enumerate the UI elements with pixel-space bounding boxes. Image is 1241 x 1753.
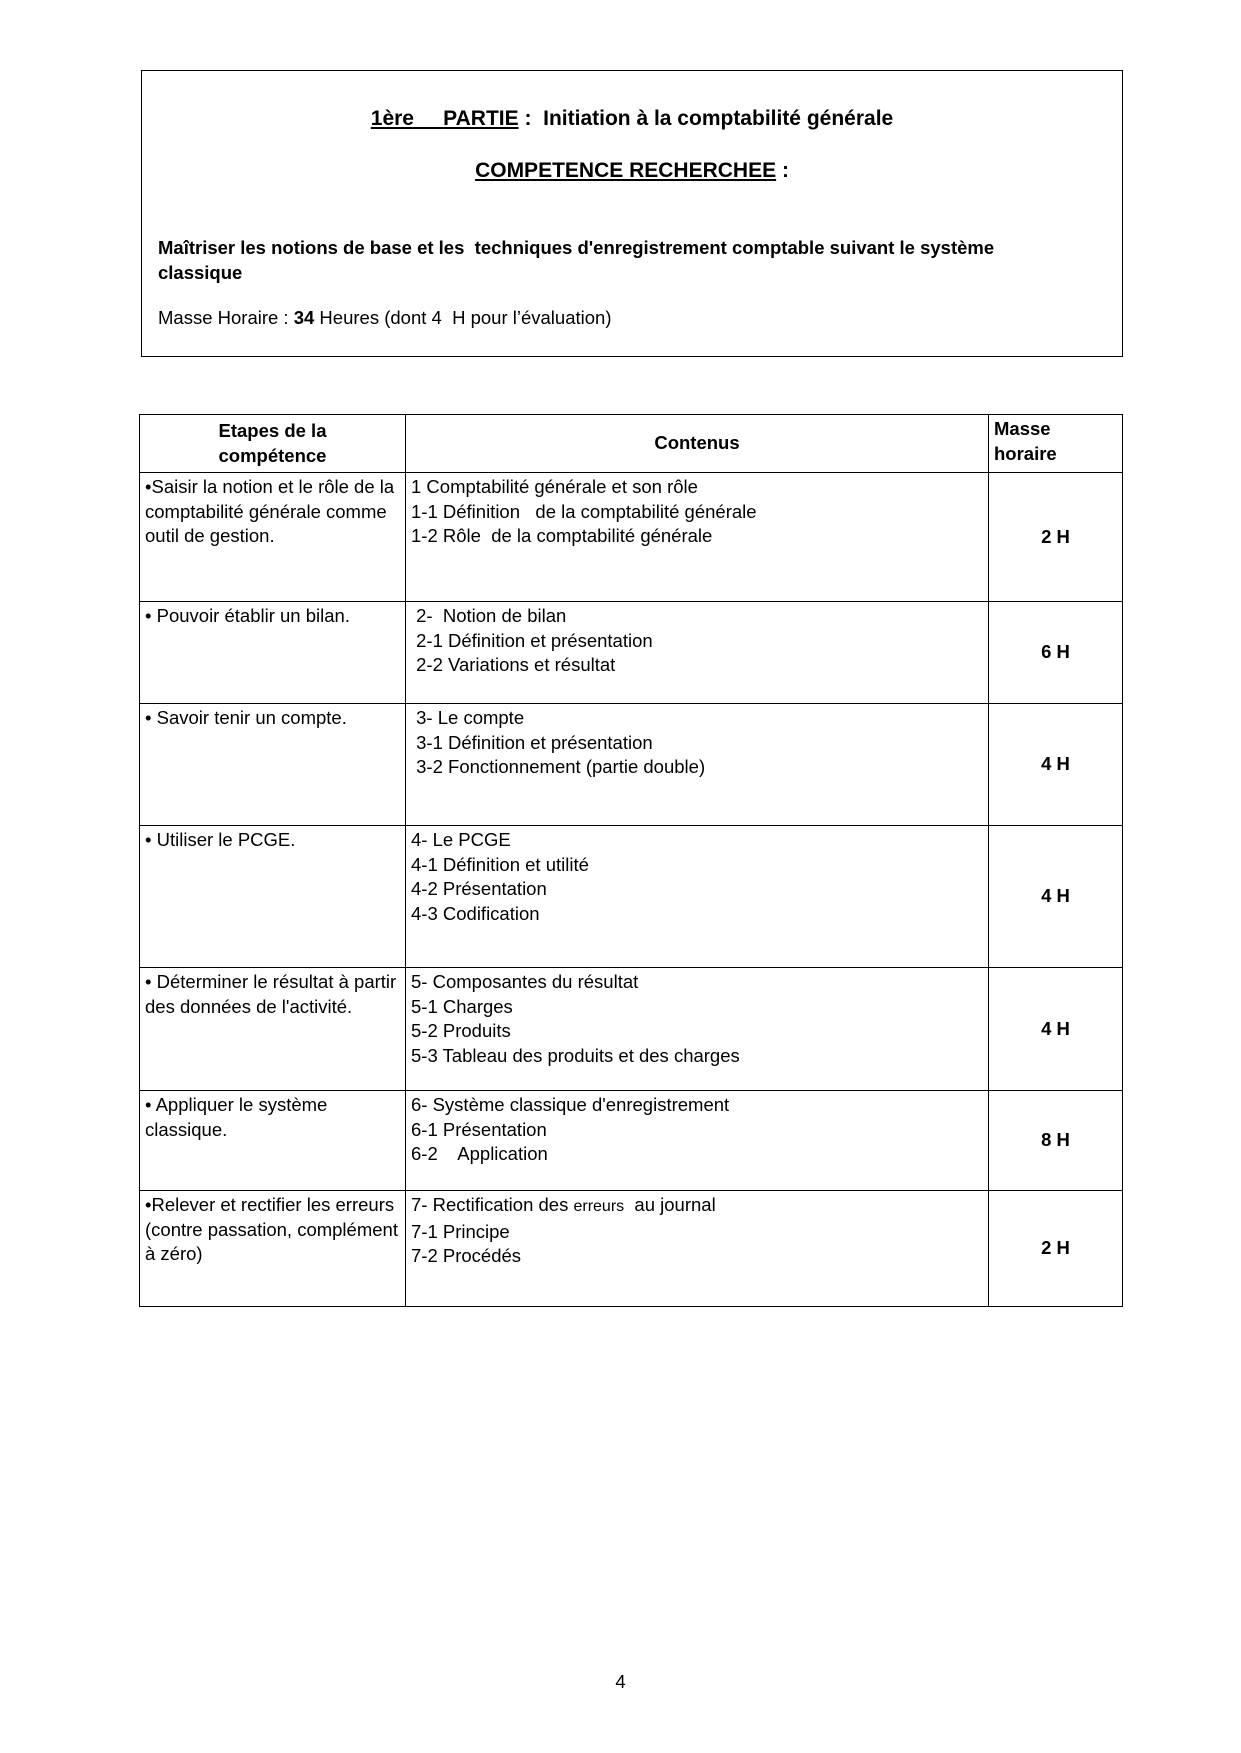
masse-value: 34 xyxy=(293,307,315,328)
masse-cell: 4 H xyxy=(989,826,1123,968)
competence-box xyxy=(141,70,1123,357)
masse-label: Masse Horaire : xyxy=(158,307,294,328)
table-row xyxy=(140,1091,1123,1191)
contenus-cell xyxy=(406,602,989,704)
masse-cell: 4 H xyxy=(989,704,1123,826)
contenu-line: 2- Notion de bilan xyxy=(411,605,567,626)
contenu-fragment: 7- Rectification des xyxy=(411,1194,574,1215)
contenu-line: 6-2 Application xyxy=(411,1143,548,1164)
competence-goal: Maîtriser les notions de base et les techniques d'enregistrement comptable suivant le système classique xyxy=(158,237,1000,283)
table-row xyxy=(140,602,1123,704)
part-title-text: Initiation à la comptabilité générale xyxy=(543,107,894,130)
table-header-row xyxy=(140,415,1123,473)
contenu-line: 4- Le PCGE xyxy=(411,829,511,850)
contenu-line: 3- Le compte xyxy=(411,707,525,728)
contenu-line: 4-3 Codification xyxy=(411,902,540,924)
etape-cell: •Relever et rectifier les erreurs (contre passation, complément à zéro) xyxy=(140,1191,406,1307)
etape-cell: • Appliquer le système classique. xyxy=(140,1091,406,1191)
masse-suffix: Heures (dont 4 H pour l’évaluation) xyxy=(314,307,612,328)
etape-cell: •Saisir la notion et le rôle de la comptabilité générale comme outil de gestion. xyxy=(140,473,406,602)
part-label: PARTIE xyxy=(443,107,519,130)
contenus-cell xyxy=(406,826,989,968)
contenus-cell xyxy=(406,1191,989,1307)
contenu-line: 1 Comptabilité générale et son rôle xyxy=(411,476,698,497)
contenu-line: 5- Composantes du résultat xyxy=(411,971,639,992)
contenus-cell xyxy=(406,1091,989,1191)
part-number: 1ère xyxy=(370,107,414,130)
etape-cell: • Pouvoir établir un bilan. xyxy=(140,602,406,704)
table-row xyxy=(140,826,1123,968)
contenu-line: 5-2 Produits xyxy=(411,1020,511,1041)
header-etapes: Etapes de la compétence xyxy=(140,415,406,473)
contenu-line: 3-1 Définition et présentation xyxy=(411,731,653,753)
table-row xyxy=(140,968,1123,1091)
page-number: 4 xyxy=(615,1671,626,1692)
contenus-cell xyxy=(406,968,989,1091)
part-sep: : xyxy=(518,107,544,130)
table-row xyxy=(140,1191,1123,1307)
masse-cell: 2 H xyxy=(989,1191,1123,1307)
table-row xyxy=(140,473,1123,602)
masse-cell: 8 H xyxy=(989,1091,1123,1191)
contenu-fragment: au journal xyxy=(624,1194,716,1215)
contenu-line: 1-2 Rôle de la comptabilité générale xyxy=(411,525,713,546)
header-masse: Masse horaire xyxy=(989,415,1123,473)
contenus-cell xyxy=(406,473,989,602)
contenu-line: 6-1 Présentation xyxy=(411,1118,547,1140)
masse-cell: 6 H xyxy=(989,602,1123,704)
contenu-line: 2-1 Définition et présentation xyxy=(411,629,653,651)
contenu-line: 4-2 Présentation xyxy=(411,878,547,899)
masse-cell: 2 H xyxy=(989,473,1123,602)
part-title xyxy=(142,107,1122,131)
contenu-line: 3-2 Fonctionnement (partie double) xyxy=(411,756,706,777)
contenu-line: 5-1 Charges xyxy=(411,995,513,1017)
contenu-line: 6- Système classique d'enregistrement xyxy=(411,1094,730,1115)
competence-heading xyxy=(142,159,1122,183)
contenu-line: 4-1 Définition et utilité xyxy=(411,853,589,875)
header-contenus: Contenus xyxy=(406,415,989,473)
contenu-line: 7-1 Principe xyxy=(411,1220,510,1242)
contenu-line: 1-1 Définition de la comptabilité générale xyxy=(411,500,757,522)
contenu-fragment: erreurs xyxy=(573,1198,625,1215)
contenus-cell xyxy=(406,704,989,826)
etape-cell: • Déterminer le résultat à partir des données de l'activité. xyxy=(140,968,406,1091)
masse-cell: 4 H xyxy=(989,968,1123,1091)
contenu-line: 7-2 Procédés xyxy=(411,1245,522,1266)
contenu-line xyxy=(411,1193,983,1220)
masse-horaire xyxy=(158,307,611,329)
etape-cell: • Savoir tenir un compte. xyxy=(140,704,406,826)
competence-label: COMPETENCE RECHERCHEE xyxy=(475,159,777,182)
contenu-line: 2-2 Variations et résultat xyxy=(411,654,616,675)
contenu-line: 5-3 Tableau des produits et des charges xyxy=(411,1044,740,1066)
table-row xyxy=(140,704,1123,826)
competence-table xyxy=(139,414,1123,1307)
competence-sep: : xyxy=(776,159,789,182)
etape-cell: • Utiliser le PCGE. xyxy=(140,826,406,968)
